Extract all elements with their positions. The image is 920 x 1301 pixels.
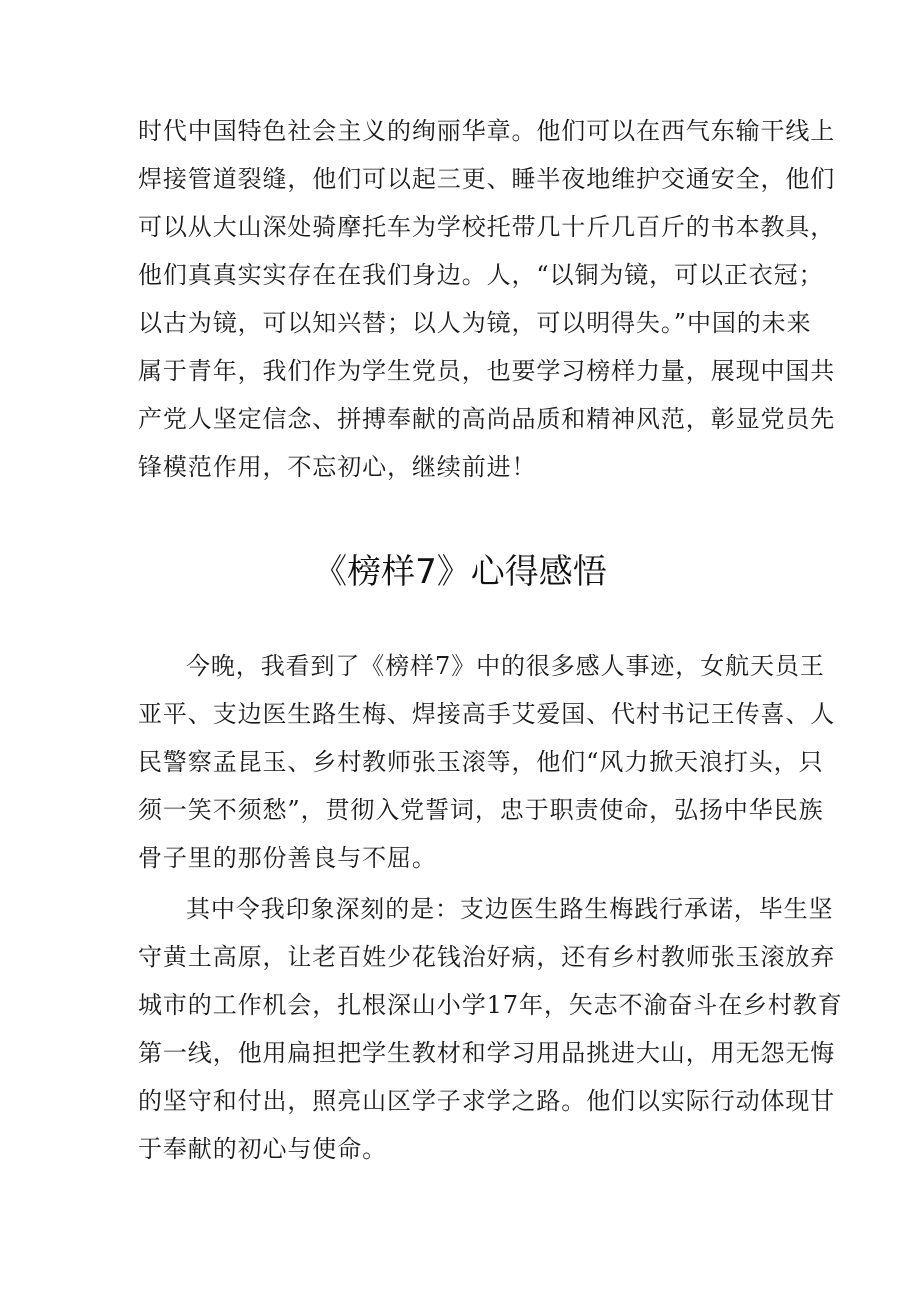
- paragraph-line: 民警察孟昆玉、乡村教师张玉滚等，他们“风力掀天浪打头，只: [138, 748, 824, 776]
- paragraph-line: 他们真真实实存在在我们身边。人，“以铜为镜，可以正衣冠；: [138, 261, 824, 289]
- paragraph-line: 其中令我印象深刻的是：支边医生路生梅践行承诺，毕生坚: [186, 895, 834, 923]
- paragraph-line: 以古为镜，可以知兴替；以人为镜，可以明得失。”中国的未来: [138, 309, 812, 337]
- paragraph-line: 第一线，他用扁担把学生教材和学习用品挑进大山，用无怨无悔: [138, 1039, 836, 1067]
- paragraph-line: 于奉献的初心与使命。: [138, 1135, 387, 1163]
- paragraph-line: 城市的工作机会，扎根深山小学17年，矢志不渝奋斗在乡村教育: [138, 991, 843, 1019]
- paragraph-line: 属于青年，我们作为学生党员，也要学习榜样力量，展现中国共: [138, 357, 836, 385]
- paragraph-line: 骨子里的那份善良与不屈。: [138, 844, 437, 872]
- paragraph-line: 锋模范作用，不忘初心，继续前进！: [138, 453, 537, 481]
- article-title: 《榜样7》心得感悟: [313, 552, 607, 592]
- paragraph-line: 可以从大山深处骑摩托车为学校托带几十斤几百斤的书本教具，: [138, 213, 836, 241]
- paragraph-line: 产党人坚定信念、拼搏奉献的高尚品质和精神风范，彰显党员先: [138, 405, 836, 433]
- paragraph-line: 焊接管道裂缝，他们可以起三更、睡半夜地维护交通安全，他们: [138, 165, 836, 193]
- paragraph-line: 今晚，我看到了《榜样7》中的很多感人事迹，女航天员王: [186, 652, 825, 680]
- paragraph-line: 时代中国特色社会主义的绚丽华章。他们可以在西气东输干线上: [138, 117, 836, 145]
- paragraph-line: 须一笑不须愁”，贯彻入党誓词，忠于职责使命，弘扬中华民族: [138, 796, 824, 824]
- paragraph-line: 亚平、支边医生路生梅、焊接高手艾爱国、代村书记王传喜、人: [138, 700, 836, 728]
- paragraph-line: 的坚守和付出，照亮山区学子求学之路。他们以实际行动体现甘: [138, 1087, 836, 1115]
- paragraph-line: 守黄土高原，让老百姓少花钱治好病，还有乡村教师张玉滚放弃: [138, 943, 836, 971]
